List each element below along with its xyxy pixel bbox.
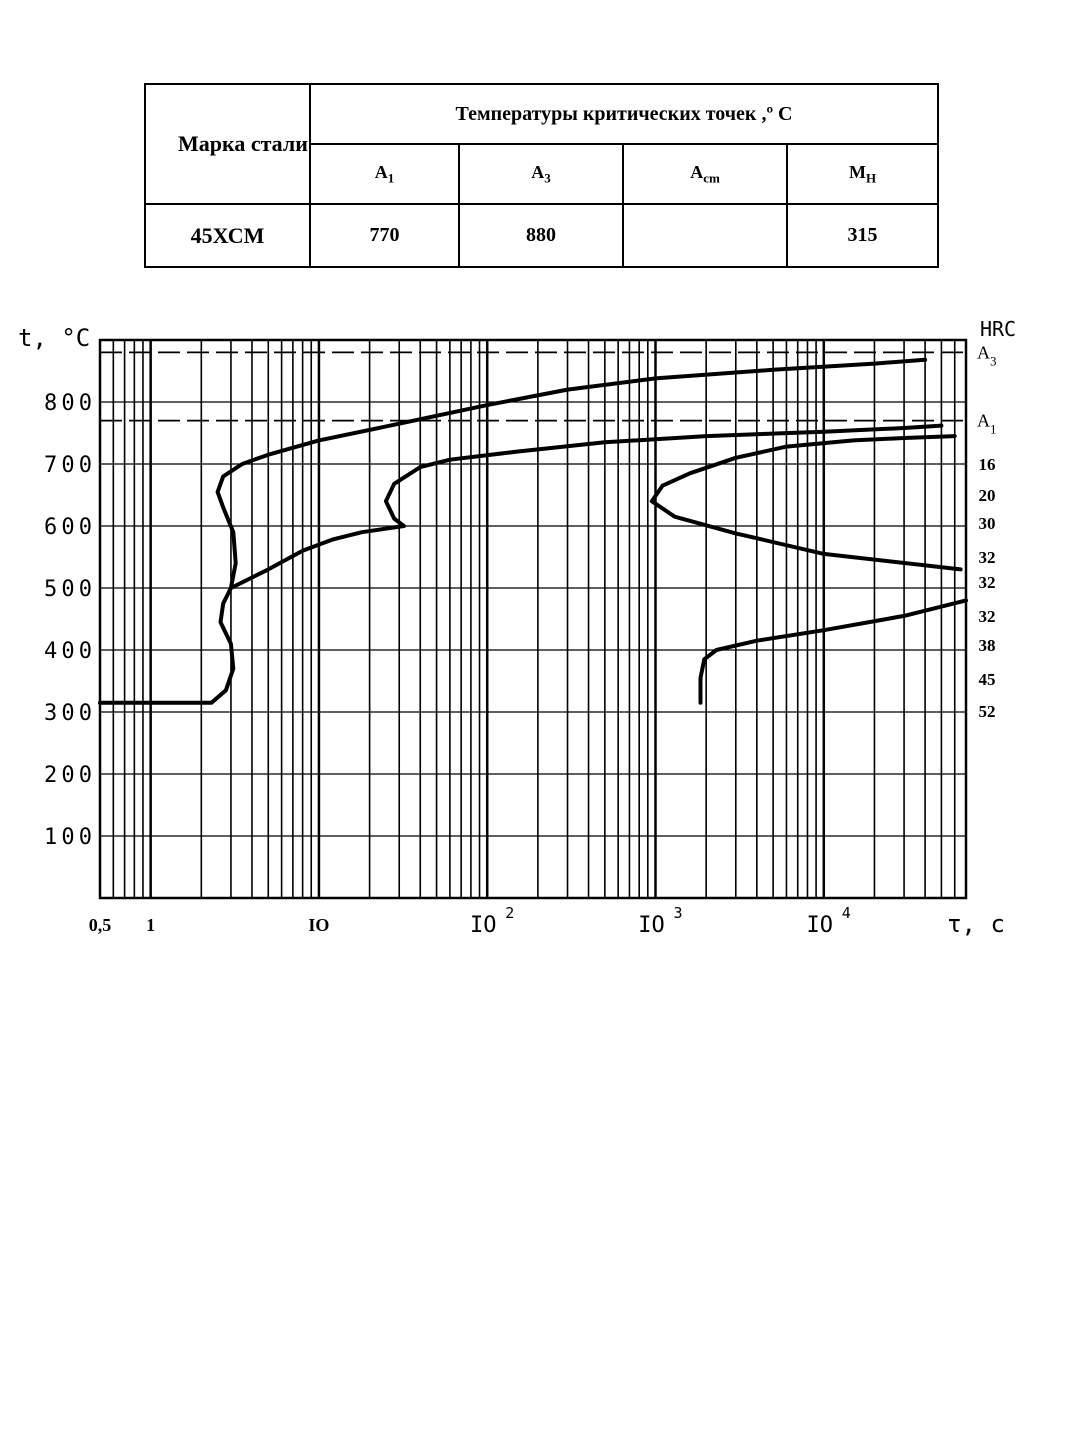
- a1-value-cell: 770: [310, 204, 459, 267]
- hrc-label: 38: [978, 636, 996, 656]
- x-tick-label: IO: [469, 913, 497, 938]
- transformation-curve-3: [652, 436, 961, 569]
- critical-label-subscript: 3: [990, 353, 997, 369]
- y-tick-label: 300: [44, 701, 92, 726]
- mn-value-cell: 315: [787, 204, 938, 267]
- y-tick-label: 700: [44, 453, 92, 478]
- hrc-label: 30: [978, 513, 996, 533]
- ttt-diagram: [0, 300, 1088, 980]
- hrc-label: 45: [978, 670, 996, 690]
- x-tick-label: IO: [638, 913, 665, 938]
- y-tick-label: 500: [44, 577, 92, 602]
- transformation-curve-2: [231, 426, 942, 588]
- hrc-label: 32: [978, 606, 996, 626]
- hrc-label: 16: [978, 455, 996, 474]
- critical-label-a1: $A_1$: [977, 410, 997, 437]
- acm-value-cell: [623, 204, 787, 267]
- col-a1-header: $A_1$: [310, 144, 459, 204]
- hrc-label: 32: [978, 548, 996, 567]
- y-tick-label: 100: [44, 825, 92, 850]
- hrc-label: 32: [978, 572, 996, 592]
- critical-temps-header: Температуры критических точек ,º С: [310, 84, 938, 144]
- critical-points-table: [144, 83, 939, 268]
- col-mn-header: $M_H$: [787, 144, 938, 204]
- steel-grade-header: Марка стали: [145, 84, 310, 204]
- x-tick-exponent: 2: [505, 904, 515, 922]
- x-tick-exponent: 3: [673, 904, 683, 922]
- hrc-label: 20: [978, 486, 996, 505]
- hrc-axis-label: HRC: [979, 317, 1017, 341]
- x-tick-label: 1: [146, 915, 156, 935]
- a3-value-cell: 880: [459, 204, 623, 267]
- col-a3-header: $A_3$: [459, 144, 623, 204]
- transformation-curve-1: [100, 360, 925, 703]
- x-tick-exponent: 4: [841, 904, 851, 922]
- y-tick-label: 400: [44, 639, 92, 664]
- col-acm-header: $A_{cm}$: [623, 144, 787, 204]
- x-tick-label: 0,5: [88, 915, 112, 935]
- x-tick-label: IO: [806, 913, 834, 938]
- steel-grade-cell: 45ХСМ: [145, 204, 310, 267]
- x-axis-label: τ, с: [947, 910, 1005, 938]
- critical-label-subscript: 1: [990, 421, 997, 437]
- x-tick-label: IO: [308, 915, 330, 935]
- y-tick-label: 800: [44, 391, 92, 416]
- y-tick-label: 200: [44, 763, 92, 788]
- transformation-curve-4: [701, 600, 967, 702]
- critical-label-a3: $A_3$: [977, 342, 997, 369]
- y-tick-label: 600: [44, 515, 92, 540]
- hrc-label: 52: [978, 701, 996, 721]
- plot-frame: [100, 340, 966, 898]
- y-axis-label: t, °C: [18, 324, 91, 352]
